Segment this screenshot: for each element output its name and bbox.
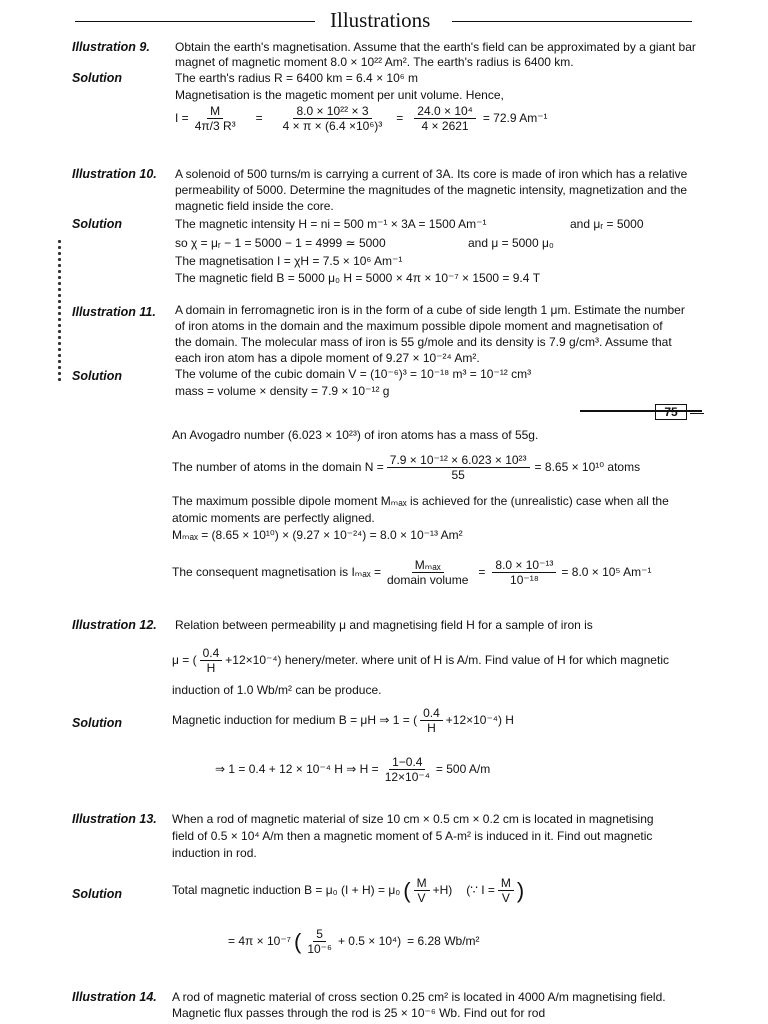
illustration-13-label: Illustration 13. [72,812,157,826]
eq-lhs: The number of atoms in the domain N = [172,460,384,474]
header-rule-right [452,21,692,22]
solution-line: atomic moments are perfectly aligned. [172,511,375,525]
illustration-10-question-line: magnetic field inside the core. [175,199,334,213]
illustration-12-label: Illustration 12. [72,618,157,632]
fraction: $\frac{\text{Mₘₐₓ}}{\text{domain volume}}$ [387,558,469,587]
fraction: $\frac{\text{7.9 × 10⁻¹² × 6.023 × 10²³}}{55}$ [387,453,530,482]
solution-line: ⇒ 1 = 0.4 + 12 × 10⁻⁴ H ⇒ H = $\frac{1-0.4}{\text{12×10⁻⁴}}$ = 500 A/m [215,755,491,784]
solution-label: Solution [72,887,122,901]
solution-line: and μᵣ = 5000 [570,217,644,231]
fraction: $\frac{5}{\text{10⁻⁶}}$ [307,927,332,956]
eq-result: = 8.65 × 10¹⁰ atoms [534,460,641,474]
eq-lhs: I = [175,111,189,125]
illustration-14-label: Illustration 14. [72,990,157,1004]
illustration-11-question-line: each iron atom has a dipole moment of 9.27 × 10⁻²⁴ Am². [175,351,480,365]
eq-result: = 72.9 Am⁻¹ [482,111,548,125]
solution-label: Solution [72,71,122,85]
illustration-14-question-line: Magnetic flux passes through the rod is 25 × 10⁻⁶ Wb. Find out for rod [172,1006,546,1020]
page-divider [690,413,704,414]
fraction: $\frac{\text{8.0 × 10²² × 3}}{\text{4 × π × (6.4 ×10⁶)³}}$ [282,104,383,133]
illustration-9-question-line: Obtain the earth's magnetisation. Assume that the earth's field can be approximated by a giant bar [175,40,696,54]
solution-line: The volume of the cubic domain V = (10⁻⁶)³ = 10⁻¹⁸ m³ = 10⁻¹² cm³ [175,367,532,381]
solution-line: The magnetisation I = χH = 7.5 × 10⁶ Am⁻¹ [175,254,403,268]
fraction: $\frac{0.4}{H}$ [200,646,223,675]
fraction: $\frac{\text{24.0 × 10⁴}}{4 \times 2621}$ [414,104,476,133]
illustration-14-question-line: A rod of magnetic material of cross section 0.25 cm² is located in 4000 A/m magnetising field. [172,990,666,1004]
solution-line: and μ = 5000 μ₀ [468,236,554,250]
equation-earth-magnetisation: I = $\frac{M}{\text{4π/3 R³}}$ = $\frac{\text{8.0 × 10²² × 3}}{\text{4 × π × (6.4 ×10⁶)³}}$ = $\frac{\text{24.0 × 10⁴}}{4 \times 2621}$ = 72.9 Am⁻¹ [175,104,548,133]
solution-line: The earth's radius R = 6400 km = 6.4 × 10⁶ m [175,71,419,85]
illustration-11-question-line: of iron atoms in the domain and the maximum possible dipole moment and magnetisation of [175,319,663,333]
page-title: Illustrations [330,8,431,32]
solution-label: Solution [72,217,122,231]
solution-label: Solution [72,369,122,383]
illustration-13-question-line: field of 0.5 × 10⁴ A/m then a magnetic moment of 5 A-m² is induced in it. Find out magnetic [172,829,653,843]
solution-label: Solution [72,716,122,730]
side-margin-print [58,240,64,405]
illustration-12-question-line: Relation between permeability μ and magnetising field H for a sample of iron is [175,618,593,632]
solution-line: An Avogadro number (6.023 × 10²³) of iron atoms has a mass of 55g. [172,428,539,442]
fraction: $\frac{M}{\text{4π/3 R³}}$ [194,104,236,133]
eq-lhs: The consequent magnetisation is Iₘₐₓ = [172,565,381,579]
fraction: $\frac{0.4}{H}$ [420,706,443,735]
solution-line: mass = volume × density = 7.9 × 10⁻¹² g [175,384,390,398]
illustration-11-question-line: the domain. The molecular mass of iron is 55 g/mole and its density is 7.9 g/cm³. Assume that [175,335,672,349]
illustration-13-question-line: When a rod of magnetic material of size 10 cm × 0.5 cm × 0.2 cm is located in magnetising [172,812,654,826]
illustration-10-question-line: A solenoid of 500 turns/m is carrying a current of 3A. Its core is made of iron which has a relative [175,167,688,181]
equation-magnetisation-max: The consequent magnetisation is Iₘₐₓ = $\frac{\text{Mₘₐₓ}}{\text{domain volume}}$ = $\frac{\text{8.0 × 10⁻¹³}}{\text{10⁻¹⁸}}$ = 8.0 × 10⁵ Am⁻¹ [172,558,652,587]
illustration-12-question-line: induction of 1.0 Wb/m² can be produce. [172,683,382,697]
solution-line: The magnetic field B = 5000 μ₀ H = 5000 × 4π × 10⁻⁷ × 1500 = 9.4 T [175,271,541,285]
solution-line: Magnetic induction for medium B = μH ⇒ 1 = ( $\frac{0.4}{H}$ +12×10⁻⁴) H [172,706,514,735]
illustration-9-label: Illustration 9. [72,40,150,54]
illustration-11-label: Illustration 11. [72,305,156,319]
illustration-13-question-line: induction in rod. [172,846,257,860]
solution-line: The magnetic intensity H = ni = 500 m⁻¹ × 3A = 1500 Am⁻¹ [175,217,487,231]
illustration-11-question-line: A domain in ferromagnetic iron is in the form of a cube of side length 1 μm. Estimate the number [175,303,685,317]
page-header [0,4,768,32]
fraction: $\frac{M}{V}$ [498,876,514,905]
solution-line: The maximum possible dipole moment Mₘₐₓ is achieved for the (unrealistic) case when all the [172,494,669,508]
solution-line: Magnetisation is the magetic moment per unit volume. Hence, [175,88,504,102]
fraction: $\frac{1-0.4}{\text{12×10⁻⁴}}$ [384,755,430,784]
fraction: $\frac{\text{8.0 × 10⁻¹³}}{\text{10⁻¹⁸}}$ [492,558,556,587]
header-rule-left [75,21,315,22]
solution-line: = 4π × 10⁻⁷ ( $\frac{5}{\text{10⁻⁶}}$ + 0.5 × 10⁴) = 6.28 Wb/m² [228,927,480,956]
fraction: $\frac{M}{V}$ [414,876,430,905]
equation-number-of-atoms [172,453,640,482]
illustration-10-question-line: permeability of 5000. Determine the magnitudes of the magnetic intensity, magnetization and the [175,183,688,197]
illustration-9-question-line: magnet of magnetic moment 8.0 × 10²² Am². The earth's radius is 6400 km. [175,55,574,69]
solution-line: so χ = μᵣ − 1 = 5000 − 1 = 4999 ≃ 5000 [175,236,386,250]
page-number: 75 [655,404,687,420]
illustration-10-label: Illustration 10. [72,167,157,181]
illustration-12-question-line: μ = ( $\frac{0.4}{H}$ +12×10⁻⁴) henery/meter. where unit of H is A/m. Find value of H for which magnetic [172,646,669,675]
solution-line: Mₘₐₓ = (8.65 × 10¹⁰) × (9.27 × 10⁻²⁴) = 8.0 × 10⁻¹³ Am² [172,528,463,542]
eq-result: = 8.0 × 10⁵ Am⁻¹ [561,565,652,579]
solution-line: Total magnetic induction B = μ₀ (I + H) = μ₀ ( $\frac{M}{V}$ +H) (∵ I = $\frac{M}{V}$ ) [172,876,525,905]
